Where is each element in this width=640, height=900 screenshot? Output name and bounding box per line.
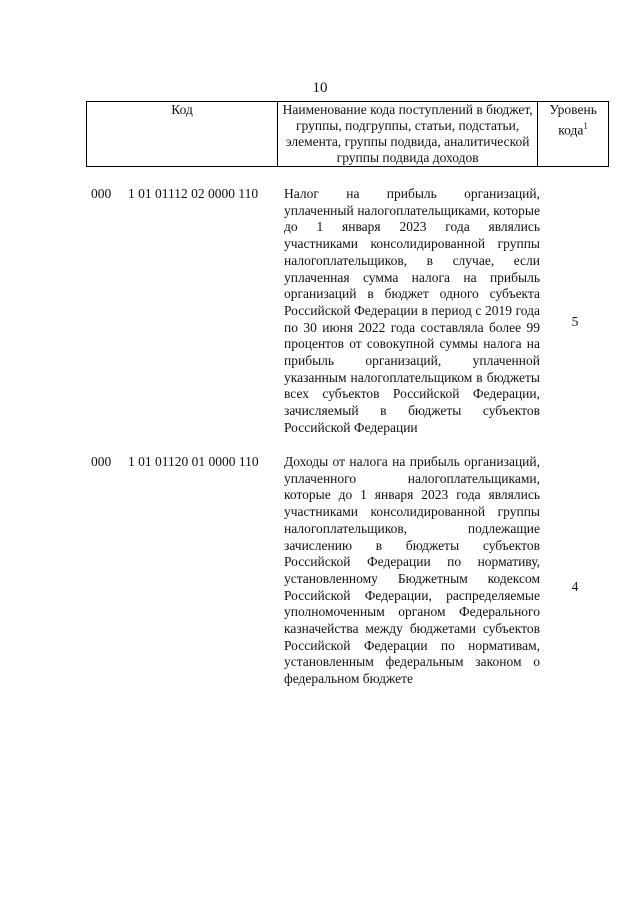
header-level-label: Уровень кода <box>549 102 597 138</box>
header-code: Код <box>87 102 278 167</box>
header-name: Наименование кода поступлений в бюджет, группы, подгруппы, статьи, подстатьи, элемента, группы подвида, аналитической группы подвида доходов <box>278 102 538 167</box>
page-number: 10 <box>312 80 328 96</box>
table-header <box>86 101 609 167</box>
code-level: 4 <box>571 579 579 594</box>
admin-code: 000 <box>91 454 112 469</box>
revenue-name: Доходы от налога на прибыль организаций, уплаченного налогоплательщиками, которые до 1 января 2023 года являлись участниками консолидированной группы налогоплательщиков, подлежащие зачислению в бюджеты субъектов Российской Федерации по нормативу, установленному Бюджетным кодексом Российской Федерации, распределяемые уполномоченным органом Федерального казначейства между бюджетами субъектов Российской Федерации по нормативам, установленным федеральным законом о федеральном бюджете <box>284 454 540 687</box>
revenue-code: 1 01 01120 01 0000 110 <box>128 454 259 469</box>
revenue-code: 1 01 01112 02 0000 110 <box>128 186 259 201</box>
code-level: 5 <box>571 314 579 329</box>
header-level <box>538 102 609 167</box>
footnote-marker: 1 <box>583 121 588 131</box>
admin-code: 000 <box>91 186 112 201</box>
revenue-name: Налог на прибыль организаций, уплаченный налогоплательщиками, которые до 1 января 2023 года являлись участниками консолидированной группы налогоплательщиков, в случае, если уплаченная сумма налога на прибыль организаций в бюджет одного субъекта Российской Федерации в период с 2019 года по 30 июня 2022 года составляла более 99 процентов от совокупной суммы налога на прибыль организаций, уплаченной указанным налогоплательщиком в бюджеты всех субъектов Российской Федерации, зачисляемый в бюджеты субъектов Российской Федерации <box>284 186 540 435</box>
